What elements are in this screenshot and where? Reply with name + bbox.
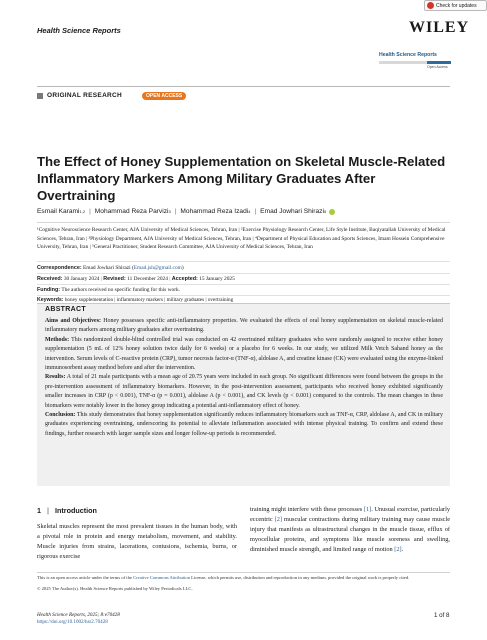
intro-text: muscular contractions during military training may cause muscle injury that manifests as ultrastructural changes in the muscle tissue, efflux of myocellular proteins, and symptoms like muscle soreness and swelling, diminished muscle strength, and limited range of motion	[250, 516, 451, 553]
license-text-a: This is an open access article under the terms of the	[37, 575, 134, 580]
meta-divider	[37, 261, 450, 262]
heading-separator: |	[47, 506, 50, 515]
correspondence	[37, 265, 450, 271]
citation-link[interactable]: [1]	[363, 506, 372, 513]
author-separator: |	[89, 208, 91, 215]
intro-text: .	[401, 546, 404, 553]
article-section: ORIGINAL RESEARCH	[47, 92, 123, 99]
correspondence-name: Emad Jowhari Shirazi (	[83, 265, 134, 271]
section-title: Introduction	[55, 506, 97, 515]
copyright: © 2025 The Author(s). Health Science Reports published by Wiley Periodicals LLC.	[37, 585, 193, 591]
abstract-results	[45, 373, 443, 411]
author-name[interactable]: Mohammad Reza Izadi	[180, 208, 249, 215]
author-name[interactable]: Emad Jowhari Shirazi	[260, 208, 324, 215]
revised-label: Revised:	[103, 276, 126, 282]
keywords-text: honey supplementation | inflammatory markers | military graduates | overtraining	[64, 297, 234, 303]
journal-logo-title: Health Science Reports	[379, 52, 437, 58]
affiliations: ¹Cognitive Neuroscience Research Center, AJA University of Medical Sciences, Tehran, Iran | ²Exercise Physiology Research Center, Life Style Institute, Baqiyatallah University of Medical Sciences, Tehran, Iran | ³Physiology Department, AJA University of Medical Sciences, Tehran, Iran | ⁴Department of Physical Education and Sports Sciences, Imam Hossein Comprehensive University, Tehran, Iran | ⁵General Practitioner, Student Research Committee, AJA University of Medical Sciences, Tehran, Iran	[37, 227, 446, 251]
citation-link[interactable]: [2]	[274, 516, 283, 523]
check-for-updates-button[interactable]	[424, 0, 487, 11]
affiliation-divider	[37, 222, 450, 223]
author-affiliation-sup: 1,2	[79, 209, 86, 214]
doi-link[interactable]: https://doi.org/10.1002/hsr2.70428	[37, 619, 108, 625]
correspondence-label: Correspondence:	[37, 265, 82, 271]
license-text-b: License, which permits use, distribution and reproduction in any medium, provided the original work is properly cited.	[189, 575, 410, 580]
open-access-badge: OPEN ACCESS	[142, 92, 186, 100]
abstract-conclusion	[45, 411, 443, 439]
license-footnote	[37, 574, 450, 592]
aims-label: Aims and Objectives:	[45, 318, 101, 324]
section-number: 1	[37, 506, 41, 515]
meta-divider	[37, 284, 450, 285]
author-list	[37, 208, 447, 215]
intro-text: . Unusual exercise, particularly eccentric	[250, 506, 450, 523]
date-separator: |	[100, 276, 102, 282]
results-text: A total of 21 male participants with a mean age of 20.75 years were included in each group. No significant differences were found between the groups in the pre-intervention assessment of inflammatory biomarkers. However, in the post-intervention assessment, participants who received honey exhibited significantly smaller increases in CRP (p < 0.001), TNF-α (p = 0.001), aldolase A (p < 0.001), and CK levels (p < 0.001) compared to the controls. The mean changes in these biomarkers were notably lower in the honey group indicating a potential anti-inflammatory effect of honey.	[45, 374, 444, 409]
publisher-logo: WILEY	[409, 19, 470, 36]
citation-link[interactable]: [2]	[394, 546, 402, 553]
author-separator: |	[254, 208, 257, 215]
check-updates-icon	[427, 2, 434, 9]
author-affiliation-sup: 4	[248, 209, 251, 214]
conclusion-label: Conclusion:	[45, 412, 76, 419]
page-number: 1 of 8	[434, 612, 450, 619]
header-divider	[37, 86, 450, 87]
keywords-label: Keywords:	[37, 297, 64, 303]
abstract-body	[45, 317, 443, 439]
accepted-label: Accepted:	[171, 276, 198, 282]
license-link[interactable]: Creative Commons Attribution	[133, 575, 190, 580]
license-text	[37, 574, 450, 582]
received-label: Received:	[37, 276, 63, 282]
methods-label: Methods:	[45, 336, 70, 343]
journal-logo-tag: Open Access	[427, 65, 448, 69]
footnote-divider	[37, 572, 450, 573]
orcid-icon[interactable]	[329, 209, 335, 215]
conclusion-text: This study demonstrates that honey supplementation significantly reduces inflammatory biomarkers such as TNF-α, CRP, aldolase A, and CK in military graduates experiencing overtraining, underscoring its potential to alleviate inflammation associated with intense physical training. To confirm and extend these findings, further research with larger sample sizes and longer follow-up periods is recommended.	[45, 412, 443, 437]
dates	[37, 276, 450, 282]
page-footer	[37, 612, 120, 626]
author-separator: |	[174, 208, 177, 215]
intro-text: training might interfere with these processes	[250, 506, 364, 513]
accepted-date: 15 January 2025	[199, 276, 235, 282]
abstract-heading: ABSTRACT	[45, 306, 86, 313]
introduction-heading	[37, 506, 97, 515]
funding-label: Funding:	[37, 287, 61, 293]
check-updates-label: Check for updates	[436, 2, 477, 9]
section-marker-icon	[37, 93, 43, 99]
revised-date: 11 December 2024	[127, 276, 168, 282]
journal-logo-bar	[379, 61, 451, 64]
meta-divider	[37, 273, 450, 274]
intro-left-column: Skeletal muscles represent the most prevalent tissues in the human body, with a pivotal role in protein and energy metabolism, movement, and stability. Muscle injuries from strains, lacerations, contusions, ischemia, burns, or rigorous exercise	[37, 523, 237, 560]
funding-text: The authors received no specific funding for this work.	[61, 287, 181, 293]
meta-divider	[37, 295, 450, 296]
author-name[interactable]: Esmail Karami	[37, 208, 80, 215]
abstract-aims	[45, 317, 443, 336]
aims-text: Honey possesses specific anti-inflammatory properties. We evaluated the effects of oral honey supplementation on skeletal muscle-related inflammatory markers among military graduates after overtraining.	[45, 318, 443, 334]
abstract-methods	[45, 336, 443, 374]
intro-right-column	[250, 505, 450, 555]
citation-line: Health Science Reports, 2025; 8:e70428	[37, 612, 120, 618]
results-label: Results:	[45, 374, 66, 381]
funding	[37, 287, 450, 293]
methods-text: This randomized double-blind controlled trial was conducted on 42 overtrained military graduates who were randomly assigned to receive either honey supplementation (5 mL of 12% honey solution twice daily for 6 weeks) or a placebo for 6 weeks. In our study, we utilized Milk Vetch Sahand honey as the intervention. Serum levels of C-reactive protein (CRP), tumor necrosis factor-α (TNF-α), aldolase A, and creatine kinase (CK) were evaluated using the enzyme-linked immunosorbent assay method before and after the intervention.	[45, 336, 443, 372]
author-name[interactable]: Mohammad Reza Parvizi	[94, 208, 169, 215]
article-title: The Effect of Honey Supplementation on Skeletal Muscle-Related Inflammatory Markers Among Military Graduates After Overtraining	[37, 154, 446, 203]
received-date: 30 January 2024	[63, 276, 100, 282]
correspondence-close: )	[181, 265, 184, 271]
author-affiliation-sup: 3	[168, 209, 171, 214]
date-separator: |	[169, 276, 171, 282]
journal-name: Health Science Reports	[37, 26, 121, 35]
correspondence-email-link[interactable]: Emad.jsh@gmail.com	[133, 265, 182, 271]
author-affiliation-sup: 5	[323, 209, 327, 214]
